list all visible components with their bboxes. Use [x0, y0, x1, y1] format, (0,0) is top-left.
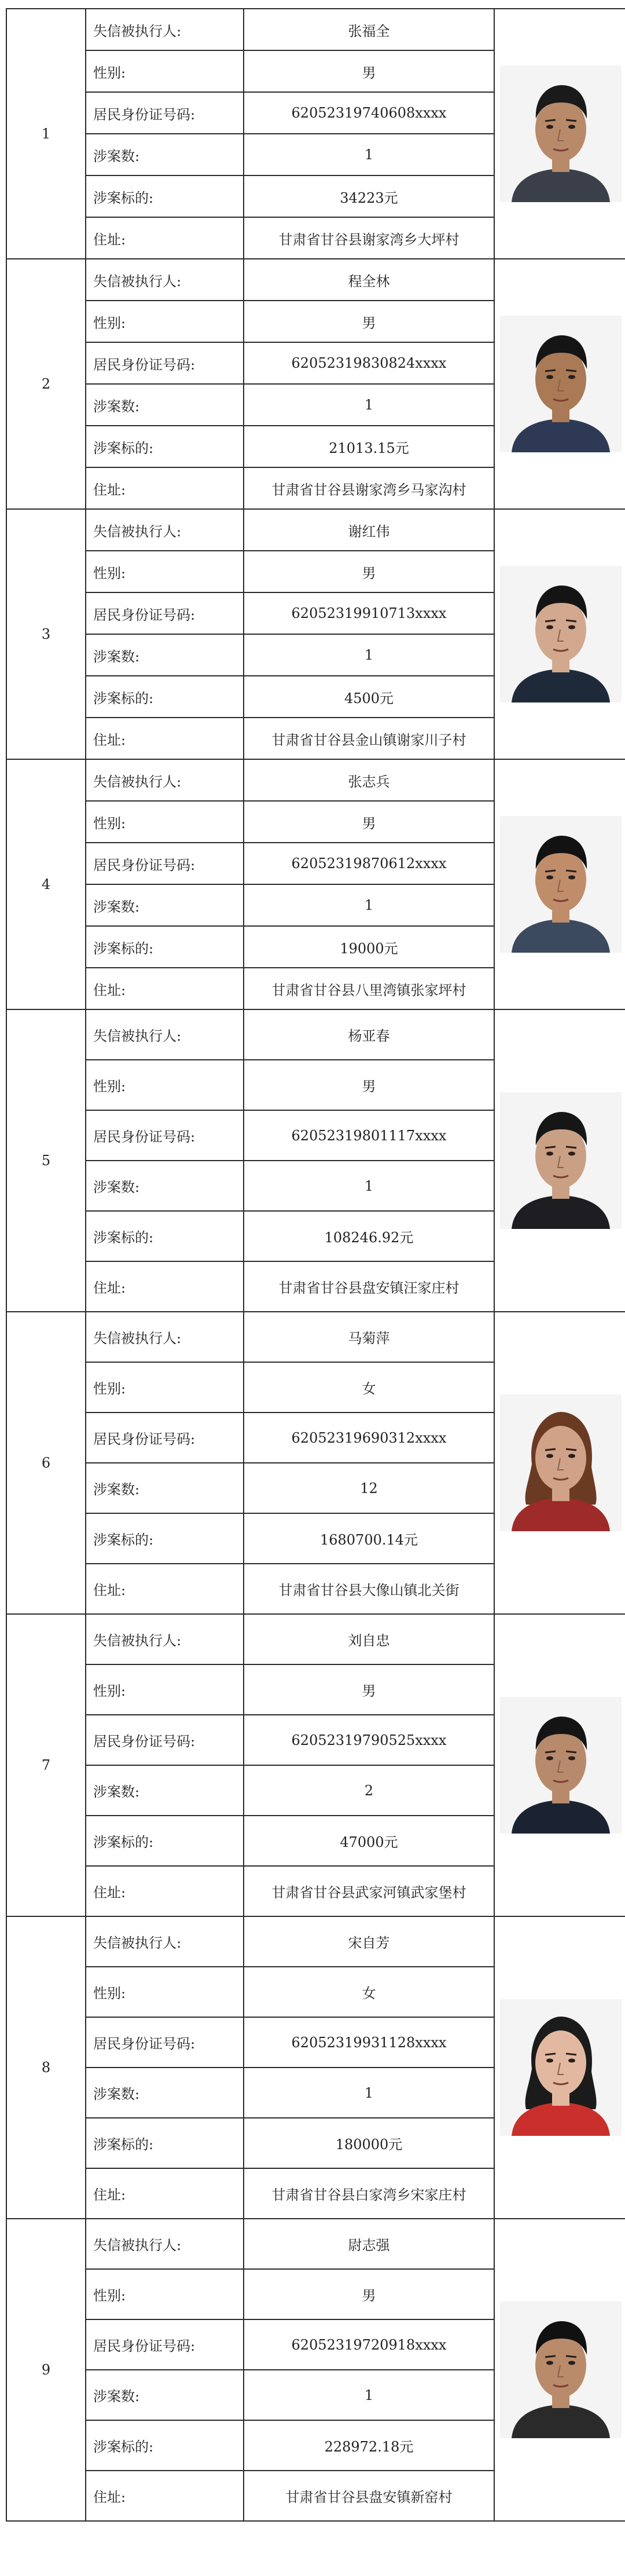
record-index: 5: [6, 1009, 86, 1312]
cases-value: 1: [244, 634, 494, 676]
cases-value: 12: [244, 1463, 494, 1513]
record-8-row-name: [6, 1916, 625, 1967]
address-label: 住址:: [86, 968, 244, 1009]
record-index: 3: [6, 509, 86, 759]
gender-value: 女: [244, 1967, 494, 2017]
record-index: 7: [6, 1614, 86, 1916]
id-label: 居民身份证号码:: [86, 592, 244, 634]
photo-5-svg: [500, 1092, 622, 1229]
id-label: 居民身份证号码:: [86, 2017, 244, 2068]
photo-1-svg: [500, 65, 622, 202]
amount-value: 180000元: [244, 2118, 494, 2168]
record-4-row-name: [6, 759, 625, 801]
photo-3-svg: [500, 566, 622, 702]
record-1-row-name: [6, 9, 625, 50]
name-label: 失信被执行人:: [86, 259, 244, 301]
address-value: 甘肃省甘谷县谢家湾乡大坪村: [244, 217, 494, 259]
gender-value: 男: [244, 1060, 494, 1110]
record-2-row-name: [6, 259, 625, 301]
amount-value: 1680700.14元: [244, 1513, 494, 1564]
id-value: 62052319801117xxxx: [244, 1110, 494, 1161]
id-label: 居民身份证号码:: [86, 92, 244, 134]
amount-label: 涉案标的:: [86, 426, 244, 467]
name-label: 失信被执行人:: [86, 1009, 244, 1060]
address-label: 住址:: [86, 467, 244, 509]
gender-label: 性别:: [86, 1967, 244, 2017]
address-value: 甘肃省甘谷县盘安镇汪家庄村: [244, 1261, 494, 1312]
photo-6-svg: [500, 1395, 622, 1531]
cases-value: 2: [244, 1765, 494, 1816]
record-9-row-name: [6, 2219, 625, 2269]
name-label: 失信被执行人:: [86, 1312, 244, 1362]
amount-label: 涉案标的:: [86, 676, 244, 718]
photo-7-svg: [500, 1697, 622, 1834]
record-index: 2: [6, 259, 86, 509]
photo-9-svg: [500, 2301, 622, 2438]
cases-label: 涉案数:: [86, 1161, 244, 1211]
name-value: 马菊萍: [244, 1312, 494, 1362]
record-3-row-name: [6, 509, 625, 551]
address-label: 住址:: [86, 2168, 244, 2219]
name-value: 谢红伟: [244, 509, 494, 551]
id-label: 居民身份证号码:: [86, 1110, 244, 1161]
address-label: 住址:: [86, 1261, 244, 1312]
address-label: 住址:: [86, 1866, 244, 1916]
cases-value: 1: [244, 384, 494, 426]
address-label: 住址:: [86, 718, 244, 759]
id-value: 62052319830824xxxx: [244, 342, 494, 384]
name-value: 张福全: [244, 9, 494, 50]
gender-label: 性别:: [86, 551, 244, 592]
cases-label: 涉案数:: [86, 2370, 244, 2420]
address-value: 甘肃省甘谷县盘安镇新窑村: [244, 2471, 494, 2521]
gender-value: 女: [244, 1362, 494, 1413]
name-value: 张志兵: [244, 759, 494, 801]
gender-label: 性别:: [86, 2269, 244, 2319]
amount-value: 47000元: [244, 1816, 494, 1866]
address-value: 甘肃省甘谷县八里湾镇张家坪村: [244, 968, 494, 1009]
name-label: 失信被执行人:: [86, 2219, 244, 2269]
gender-value: 男: [244, 1664, 494, 1715]
name-label: 失信被执行人:: [86, 9, 244, 50]
address-value: 甘肃省甘谷县大像山镇北关街: [244, 1564, 494, 1614]
id-value: 62052319720918xxxx: [244, 2319, 494, 2370]
gender-value: 男: [244, 50, 494, 92]
address-value: 甘肃省甘谷县金山镇谢家川子村: [244, 718, 494, 759]
id-value: 62052319931128xxxx: [244, 2017, 494, 2068]
name-label: 失信被执行人:: [86, 759, 244, 801]
id-value: 62052319870612xxxx: [244, 843, 494, 884]
id-label: 居民身份证号码:: [86, 1413, 244, 1463]
portrait-photo: [494, 759, 625, 1009]
cases-label: 涉案数:: [86, 884, 244, 926]
record-5-row-name: [6, 1009, 625, 1060]
gender-label: 性别:: [86, 801, 244, 843]
id-label: 居民身份证号码:: [86, 843, 244, 884]
amount-value: 19000元: [244, 926, 494, 968]
address-value: 甘肃省甘谷县谢家湾乡马家沟村: [244, 467, 494, 509]
id-label: 居民身份证号码:: [86, 1715, 244, 1765]
photo-8-svg: [500, 1999, 622, 2136]
amount-label: 涉案标的:: [86, 2420, 244, 2471]
id-value: 62052319740608xxxx: [244, 92, 494, 134]
portrait-photo: [494, 1009, 625, 1312]
amount-label: 涉案标的:: [86, 175, 244, 217]
address-value: 甘肃省甘谷县白家湾乡宋家庄村: [244, 2168, 494, 2219]
id-label: 居民身份证号码:: [86, 2319, 244, 2370]
address-label: 住址:: [86, 217, 244, 259]
gender-value: 男: [244, 2269, 494, 2319]
cases-label: 涉案数:: [86, 1765, 244, 1816]
gender-label: 性别:: [86, 1060, 244, 1110]
name-label: 失信被执行人:: [86, 1916, 244, 1967]
amount-value: 228972.18元: [244, 2420, 494, 2471]
amount-value: 4500元: [244, 676, 494, 718]
portrait-photo: [494, 9, 625, 259]
amount-label: 涉案标的:: [86, 2118, 244, 2168]
name-label: 失信被执行人:: [86, 509, 244, 551]
address-value: 甘肃省甘谷县武家河镇武家堡村: [244, 1866, 494, 1916]
portrait-photo: [494, 259, 625, 509]
record-index: 8: [6, 1916, 86, 2219]
record-6-row-name: [6, 1312, 625, 1362]
portrait-photo: [494, 2219, 625, 2521]
cases-value: 1: [244, 134, 494, 175]
gender-label: 性别:: [86, 1664, 244, 1715]
photo-4-svg: [500, 816, 622, 953]
cases-label: 涉案数:: [86, 1463, 244, 1513]
name-label: 失信被执行人:: [86, 1614, 244, 1664]
cases-value: 1: [244, 884, 494, 926]
gender-label: 性别:: [86, 301, 244, 342]
name-value: 刘自忠: [244, 1614, 494, 1664]
amount-label: 涉案标的:: [86, 1211, 244, 1261]
amount-value: 21013.15元: [244, 426, 494, 467]
amount-value: 34223元: [244, 175, 494, 217]
photo-2-svg: [500, 316, 622, 452]
gender-value: 男: [244, 551, 494, 592]
record-index: 9: [6, 2219, 86, 2521]
name-value: 程全林: [244, 259, 494, 301]
portrait-photo: [494, 509, 625, 759]
gender-label: 性别:: [86, 1362, 244, 1413]
gender-label: 性别:: [86, 50, 244, 92]
cases-value: 1: [244, 1161, 494, 1211]
record-7-row-name: [6, 1614, 625, 1664]
name-value: 杨亚春: [244, 1009, 494, 1060]
portrait-photo: [494, 1916, 625, 2219]
record-index: 4: [6, 759, 86, 1009]
portrait-photo: [494, 1312, 625, 1614]
id-value: 62052319690312xxxx: [244, 1413, 494, 1463]
id-label: 居民身份证号码:: [86, 342, 244, 384]
record-index: 1: [6, 9, 86, 259]
portrait-photo: [494, 1614, 625, 1916]
cases-value: 1: [244, 2370, 494, 2420]
cases-label: 涉案数:: [86, 384, 244, 426]
cases-label: 涉案数:: [86, 2068, 244, 2118]
gender-value: 男: [244, 301, 494, 342]
amount-label: 涉案标的:: [86, 1816, 244, 1866]
cases-label: 涉案数:: [86, 634, 244, 676]
address-label: 住址:: [86, 1564, 244, 1614]
amount-value: 108246.92元: [244, 1211, 494, 1261]
id-value: 62052319910713xxxx: [244, 592, 494, 634]
name-value: 宋自芳: [244, 1916, 494, 1967]
amount-label: 涉案标的:: [86, 926, 244, 968]
cases-value: 1: [244, 2068, 494, 2118]
name-value: 尉志强: [244, 2219, 494, 2269]
id-value: 62052319790525xxxx: [244, 1715, 494, 1765]
gender-value: 男: [244, 801, 494, 843]
record-index: 6: [6, 1312, 86, 1614]
amount-label: 涉案标的:: [86, 1513, 244, 1564]
defaulter-table: [6, 8, 625, 2522]
address-label: 住址:: [86, 2471, 244, 2521]
cases-label: 涉案数:: [86, 134, 244, 175]
